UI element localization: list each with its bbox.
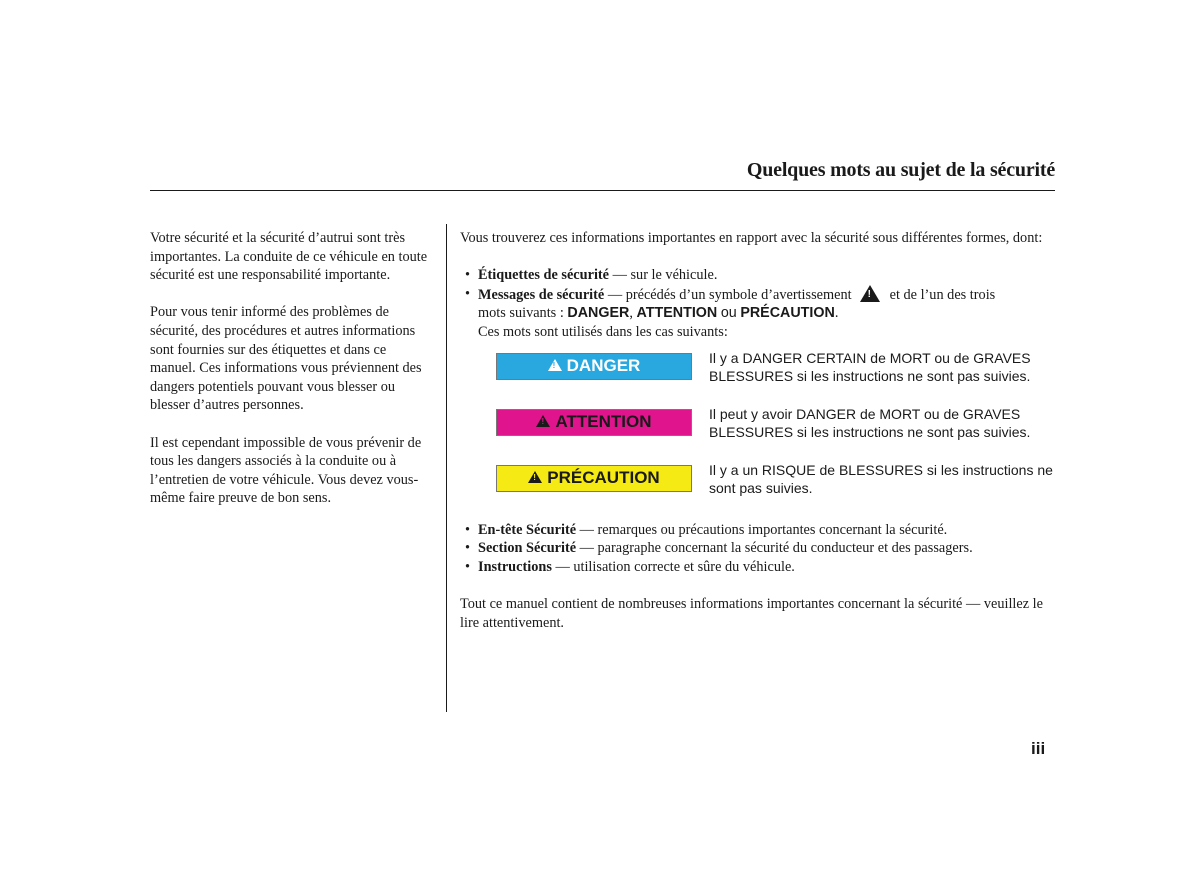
bullet-list-top xyxy=(460,266,1050,341)
list-item xyxy=(460,521,1050,540)
signal-label: DANGER xyxy=(566,355,641,375)
paragraph-intro: Votre sécurité et la sécurité d’autrui sont très importantes. La conduite de ce véhicule en toute sécurité est une responsabilité importante. xyxy=(150,230,428,284)
warning-triangle-icon xyxy=(536,415,550,427)
closing-text: Tout ce manuel contient de nombreuses informations importantes concernant la sécurité — veuillez le lire attentivement. xyxy=(460,595,1043,631)
column-divider xyxy=(446,224,447,712)
bullet-dot: • xyxy=(465,285,471,302)
bullet-label: Instructions xyxy=(478,558,552,575)
bullet-list-bottom xyxy=(460,521,1050,577)
period: . xyxy=(834,305,839,322)
intro-text: Vous trouverez ces informations importantes en rapport avec la sécurité sous différentes formes, dont: xyxy=(460,230,1043,246)
bullet-text: — utilisation correcte et sûre du véhicule. xyxy=(555,558,795,575)
bullet-dot: • xyxy=(465,558,471,575)
page-number: iii xyxy=(1031,739,1046,758)
bullet-label: Section Sécurité xyxy=(478,540,577,557)
list-item xyxy=(460,539,1050,558)
danger-signal-box xyxy=(496,353,692,380)
signal-words-explanation: Ces mots sont utilisés dans les cas suivants: xyxy=(478,323,728,340)
comma: , xyxy=(629,305,633,322)
list-item xyxy=(460,285,1050,342)
bullet-text-continued: et de l’un des trois xyxy=(889,286,996,303)
attention-signal-box xyxy=(496,409,692,436)
bullet-dot: • xyxy=(465,521,471,538)
bullet-text: — sur le véhicule. xyxy=(612,267,718,284)
word-precaution: PRÉCAUTION xyxy=(740,305,835,322)
signal-words-prefix: mots suivants : xyxy=(478,305,564,322)
paragraph-common-sense: Il est cependant impossible de vous prévenir de tous les dangers associés à la conduite ou à l’entretien de votre véhicule. Vous devez vous-même faire preuve de bon sens. xyxy=(150,434,422,507)
word-attention: ATTENTION xyxy=(636,305,718,322)
bullet-text: — remarques ou précautions importantes concernant la sécurité. xyxy=(579,521,948,538)
warning-triangle-icon xyxy=(528,471,542,483)
signal-description: Il peut y avoir DANGER de MORT ou de GRAVES BLESSURES si les instructions ne sont pas suivies. xyxy=(709,405,1031,441)
signal-row-danger xyxy=(496,349,1050,409)
right-column xyxy=(460,229,1053,632)
list-item xyxy=(460,558,1050,577)
warning-triangle-icon xyxy=(548,359,562,371)
signal-label: PRÉCAUTION xyxy=(547,467,660,487)
word-ou: ou xyxy=(720,305,737,322)
warning-triangle-icon xyxy=(860,285,880,302)
signal-row-precaution xyxy=(496,461,1053,521)
signal-label: ATTENTION xyxy=(555,411,652,431)
signal-row-attention xyxy=(496,405,1050,465)
list-item xyxy=(460,266,1050,285)
signal-description: Il y a un RISQUE de BLESSURES si les instructions ne sont pas suivies. xyxy=(709,461,1053,497)
bullet-dot: • xyxy=(465,540,471,557)
title-rule xyxy=(150,190,1055,191)
bullet-text: — précédés d’un symbole d’avertissement xyxy=(607,286,852,303)
word-danger: DANGER xyxy=(567,305,630,322)
precaution-signal-box xyxy=(496,465,692,492)
bullet-text: — paragraphe concernant la sécurité du conducteur et des passagers. xyxy=(579,540,973,557)
bullet-label: En-tête Sécurité xyxy=(478,521,577,538)
bullet-label: Messages de sécurité xyxy=(478,286,605,303)
left-column xyxy=(150,229,435,527)
signal-description: Il y a DANGER CERTAIN de MORT ou de GRAVES BLESSURES si les instructions ne sont pas suivies. xyxy=(709,349,1031,385)
bullet-dot: • xyxy=(465,267,471,284)
paragraph-information: Pour vous tenir informé des problèmes de sécurité, des procédures et autres informations sont fournies sur des étiquettes et dans ce manuel. Ces informations vous préviennent des dangers potentiels pouvant vous blesser ou blesser d’autres personnes. xyxy=(150,304,422,414)
bullet-label: Étiquettes de sécurité xyxy=(478,267,610,284)
page-title: Quelques mots au sujet de la sécurité xyxy=(746,159,1055,181)
